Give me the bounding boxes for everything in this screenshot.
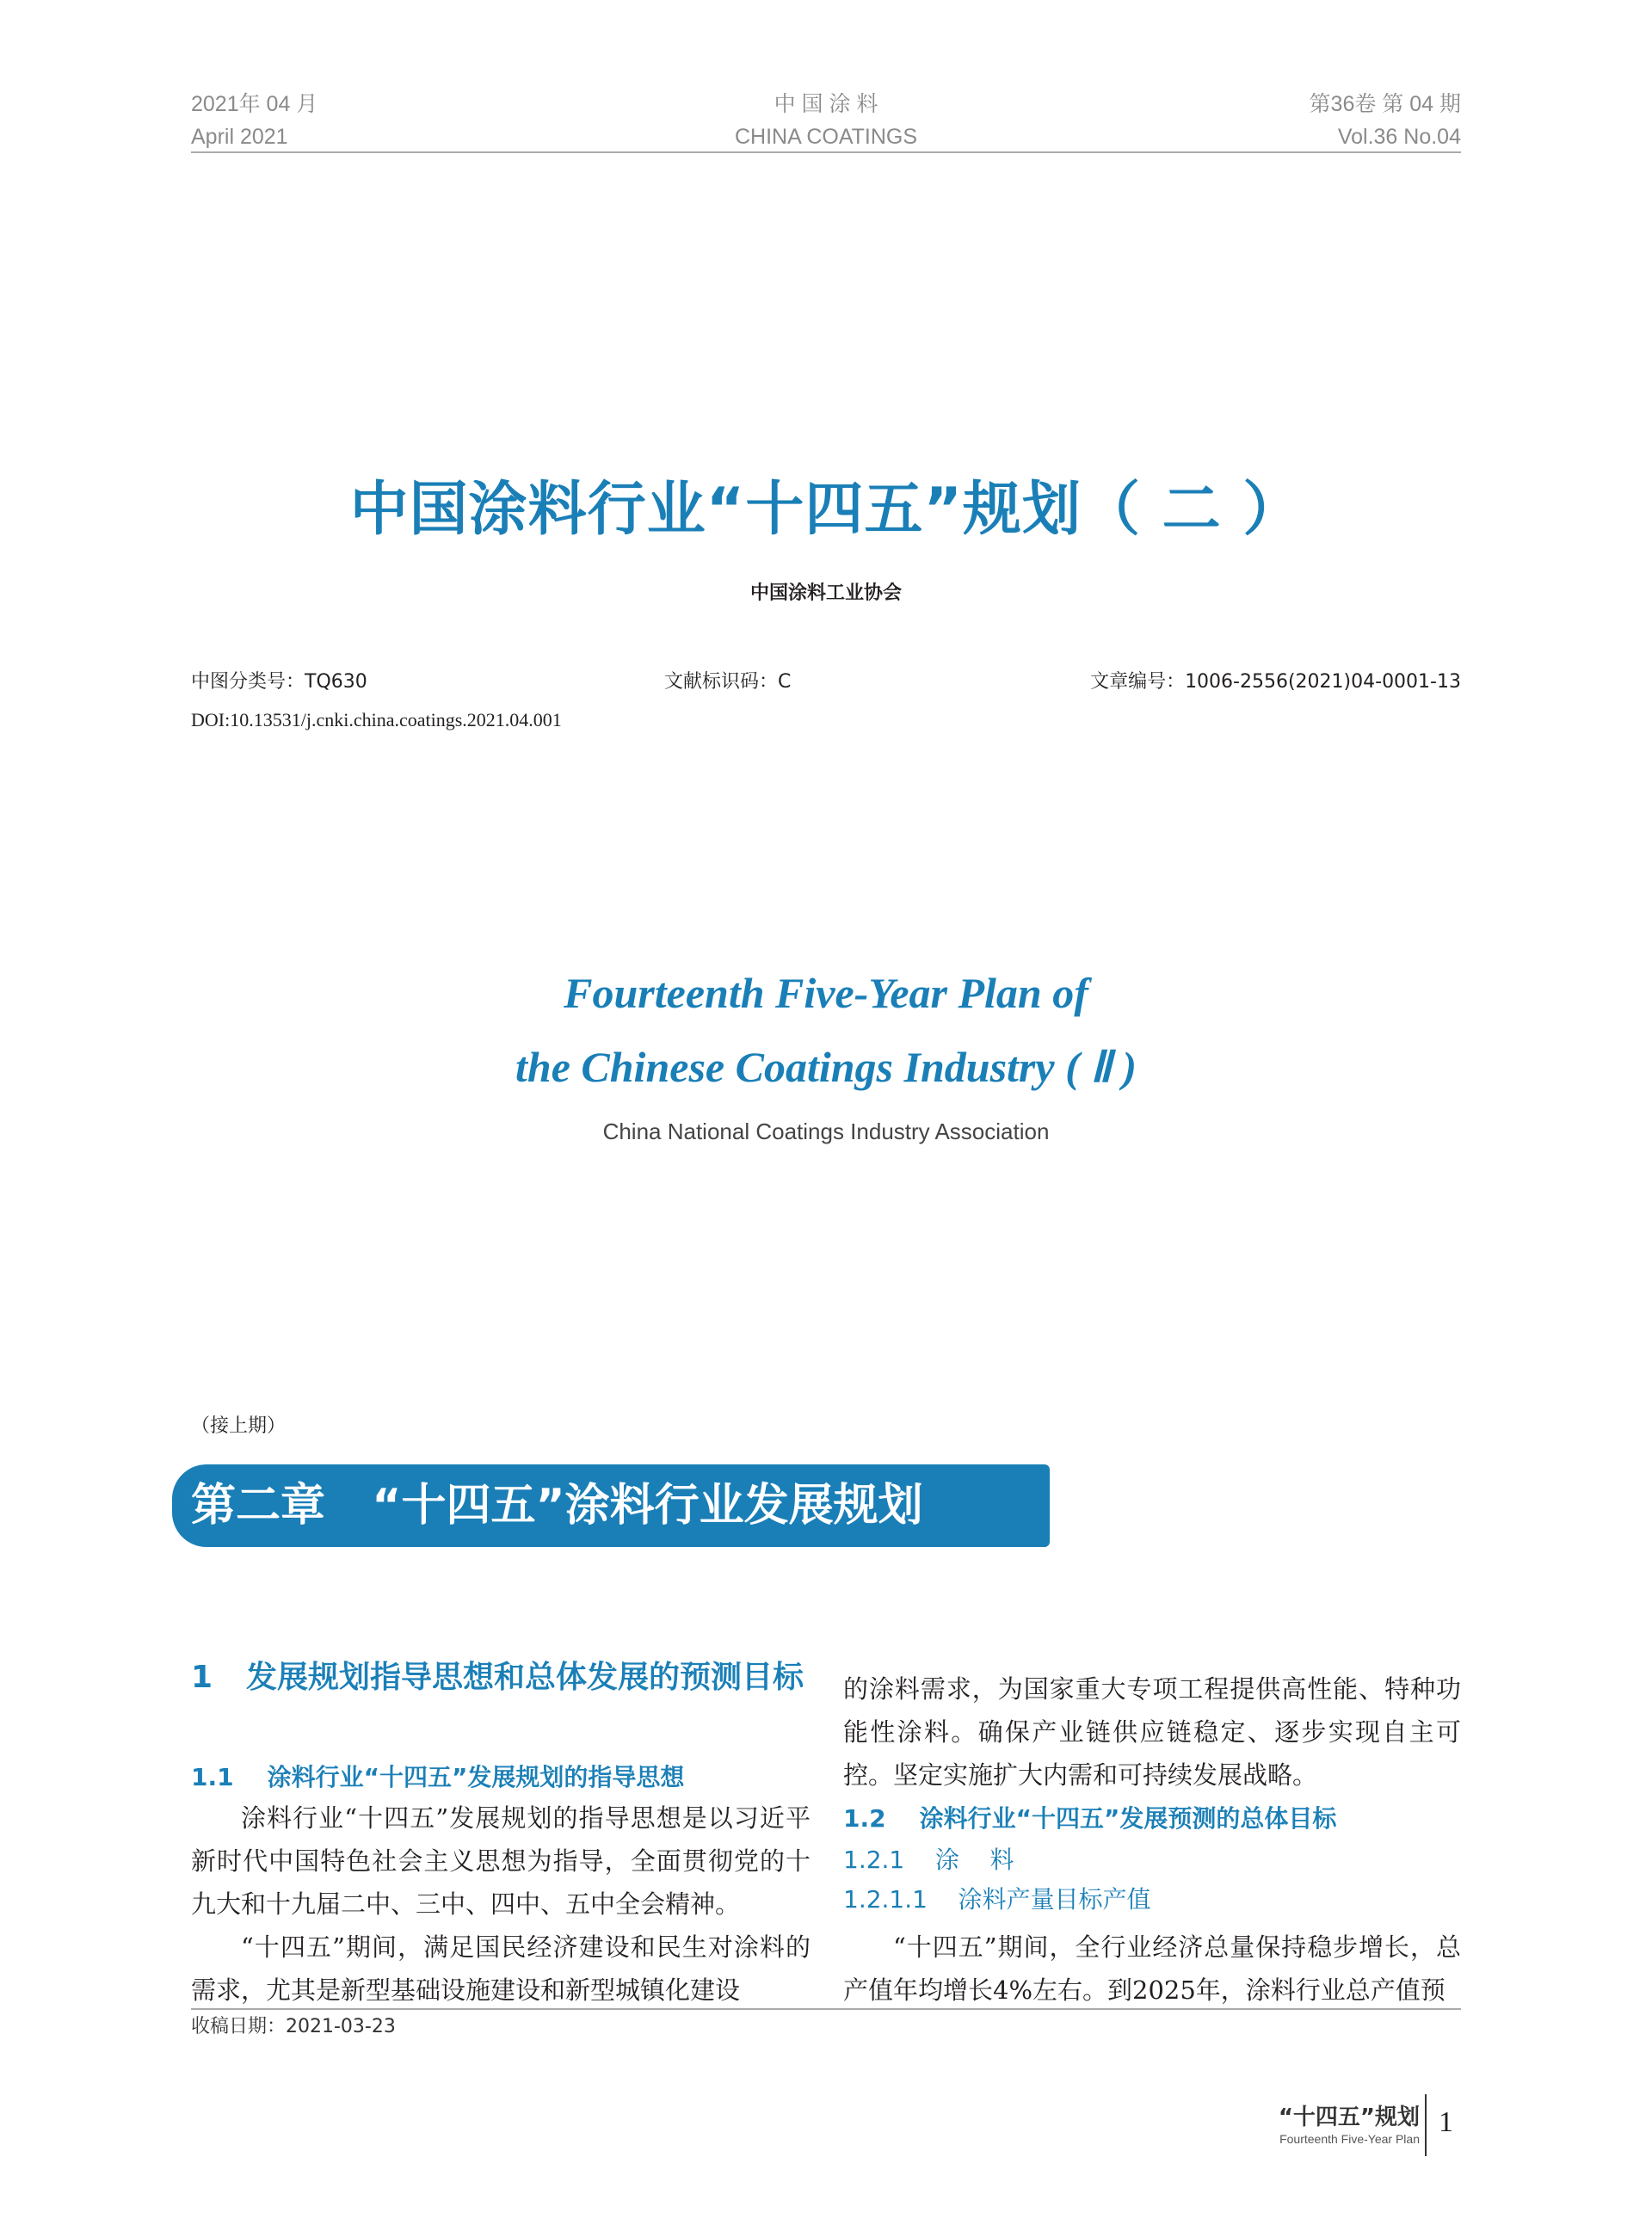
header-rule [191, 151, 1461, 153]
subsection-1-2-1-1: 1.2.1.1 涂料产量目标产值 [843, 1885, 1151, 1914]
chapter-title: 第二章 “十四五”涂料行业发展规划 [191, 1480, 923, 1532]
paragraph-output-target: “十四五”期间，全行业经济总量保持稳步增长，总产值年均增长4%左右。到2025年，涂料行业总产值预 [843, 1932, 1461, 2005]
page-number: 1 [1439, 2106, 1453, 2138]
paragraph-demand-continued: 的涂料需求，为国家重大专项工程提供高性能、特种功能性涂料。确保产业链供应链稳定、逐步实现自主可控。坚定实施扩大内需和可持续发展战略。 [843, 1674, 1461, 1790]
article-number: 文章编号：1006-2556(2021)04-0001-13 [1090, 671, 1461, 693]
subsection-1-2: 1.2 涂料行业“十四五”发展预测的总体目标 [843, 1804, 1337, 1833]
header-date-cn: 2021年 04 月 [191, 92, 318, 116]
document-code: 文献标识码：C [664, 671, 792, 693]
article-title-en-line2: the Chinese Coatings Industry ( Ⅱ ) [515, 1043, 1137, 1091]
footer-title-cn: “十四五”规划 [1278, 2105, 1420, 2130]
header-volume-cn: 第36卷 第 04 期 [1309, 92, 1461, 116]
section-number: 1 [191, 1660, 213, 1695]
subsection-1-1: 1.1 涂料行业“十四五”发展规划的指导思想 [191, 1763, 685, 1791]
footnote-rule [191, 2008, 1461, 2010]
article-title-cn: 中国涂料行业“十四五”规划（ 二 ） [349, 476, 1303, 544]
footer-title-en: Fourteenth Five-Year Plan [1279, 2132, 1420, 2146]
header-date-en: April 2021 [191, 125, 288, 149]
footer-divider [1425, 2094, 1427, 2156]
continued-note: （接上期） [191, 1415, 287, 1437]
paragraph-demand: “十四五”期间，满足国民经济建设和民生对涂料的需求，尤其是新型基础设施建设和新型城镇化建设 [191, 1932, 811, 2005]
header-volume [1310, 88, 1461, 153]
author-org-en: China National Coatings Industry Association [602, 1119, 1050, 1144]
clc-number: 中图分类号：TQ630 [191, 671, 367, 693]
received-date: 收稿日期：2021-03-23 [191, 2016, 396, 2037]
header-journal-cn: 中 国 涂 料 [774, 92, 878, 116]
paragraph-guiding-thought: 涂料行业“十四五”发展规划的指导思想是以习近平新时代中国特色社会主义思想为指导，全面贯彻党的十九大和十九届二中、三中、四中、五中全会精神。 [191, 1803, 811, 1919]
section-title: 发展规划指导思想和总体发展的预测目标 [246, 1660, 804, 1695]
author-org-cn: 中国涂料工业协会 [749, 582, 902, 604]
doi: DOI:10.13531/j.cnki.china.coatings.2021.04.001 [191, 709, 562, 730]
subsection-1-2-1: 1.2.1 涂 料 [843, 1846, 1014, 1874]
article-title-en-line1: Fourteenth Five-Year Plan of [564, 969, 1088, 1017]
header-volume-en: Vol.36 No.04 [1337, 125, 1461, 149]
header-journal-en: CHINA COATINGS [734, 125, 918, 149]
